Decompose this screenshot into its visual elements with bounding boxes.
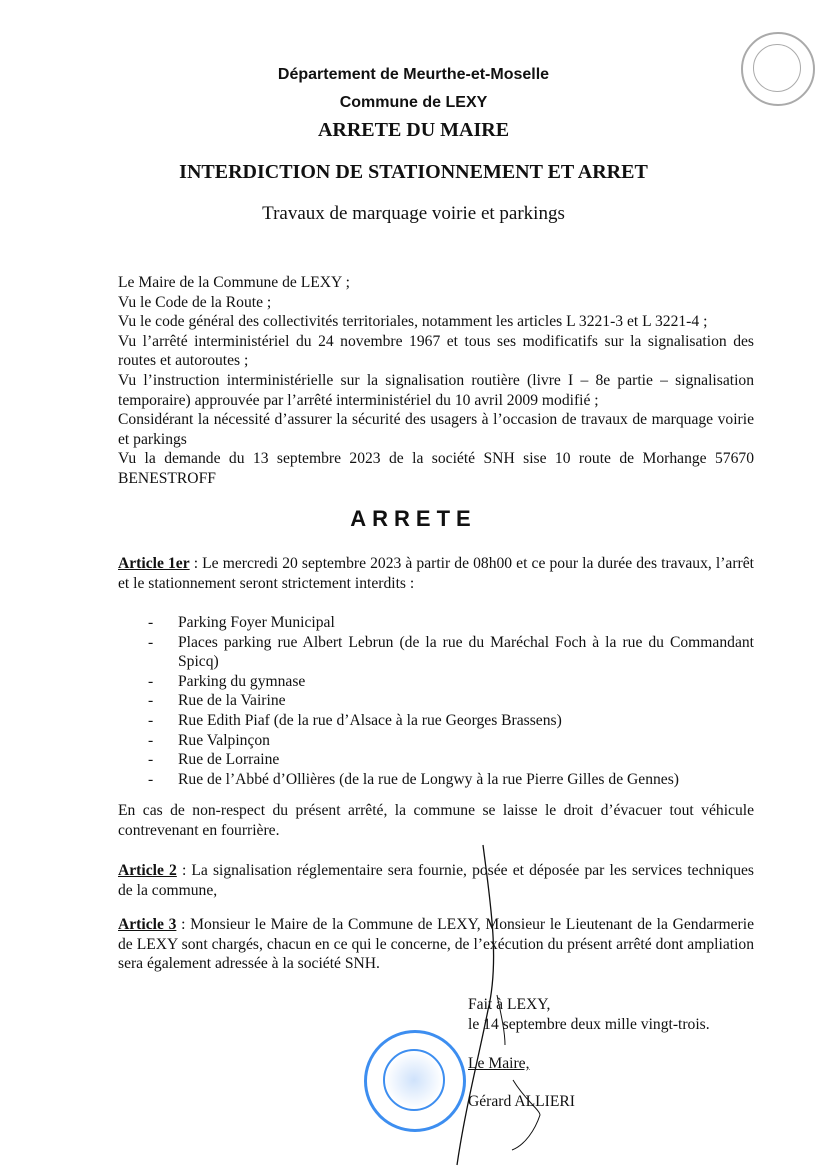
preamble-line: Vu le Code de la Route ;	[118, 293, 272, 311]
commune-heading: Commune de LEXY	[339, 94, 488, 111]
list-item: - Rue Edith Piaf (de la rue d’Alsace à la rue Georges Brassens)	[148, 711, 754, 731]
list-item: - Parking du gymnase	[148, 672, 754, 692]
list-item: - Places parking rue Albert Lebrun (de la rue du Maréchal Foch à la rue du Commandant Spicq)	[148, 633, 754, 672]
subject-heading: INTERDICTION DE STATIONNEMENT ET ARRET	[179, 161, 648, 183]
department-heading: Département de Meurthe-et-Moselle	[277, 66, 550, 83]
list-item: - Rue de Lorraine	[148, 750, 754, 770]
article-3-label: Article 3	[118, 916, 177, 933]
arrete-heading: ARRETE	[350, 506, 477, 531]
article-2-label: Article 2	[118, 862, 177, 879]
preamble-line: Vu le code général des collectivités territoriales, notamment les articles L 3221-3 et L 3221-4 ;	[118, 313, 708, 331]
noncompliance-paragraph: En cas de non-respect du présent arrêté, la commune se laisse le droit d’évacuer tout véhicule contrevenant en fourrière.	[118, 802, 754, 839]
document-title: ARRETE DU MAIRE	[317, 119, 510, 141]
signature-name: Gérard ALLIERI	[468, 1092, 575, 1110]
signature-date: le 14 septembre deux mille vingt-trois.	[468, 1015, 710, 1033]
preamble-line: Le Maire de la Commune de LEXY ;	[118, 274, 350, 291]
list-item: - Rue Valpinçon	[148, 731, 754, 751]
article-2-text: : La signalisation réglementaire sera fournie, posée et déposée par les services techniques de la commune,	[118, 862, 754, 899]
subtitle: Travaux de marquage voirie et parkings	[262, 203, 565, 224]
list-item: - Rue de la Vairine	[148, 691, 754, 711]
list-item: - Rue de l’Abbé d’Ollières (de la rue de Longwy à la rue Pierre Gilles de Gennes)	[148, 770, 754, 790]
preamble-line: Considérant la nécessité d’assurer la sécurité des usagers à l’occasion de travaux de marquage voirie et parkings	[118, 411, 754, 448]
preamble-line: Vu l’instruction interministérielle sur la signalisation routière (livre I – 8e partie – signalisation temporaire) approuvée par l’arrêté interministériel du 10 avril 2009 modifié ;	[118, 371, 754, 409]
signature-role: Le Maire,	[468, 1055, 530, 1073]
list-item: - Parking Foyer Municipal	[148, 613, 754, 633]
signature-place: Fait à LEXY,	[468, 996, 551, 1013]
article-3-text: : Monsieur le Maire de la Commune de LEXY, Monsieur le Lieutenant de la Gendarmerie de LEXY sont chargés, chacun en ce qui le concerne, de l’exécution du présent arrêté dont ampliation sera également adressée à la société SNH.	[118, 916, 755, 973]
preamble-line: Vu la demande du 13 septembre 2023 de la société SNH sise 10 route de Morhange 57670 BENESTROFF	[118, 450, 754, 487]
article-1-label: Article 1er	[118, 555, 190, 572]
preamble-line: Vu l’arrêté interministériel du 24 novembre 1967 et tous ses modificatifs sur la signalisation des routes et autoroutes ;	[118, 332, 754, 370]
article-1-text: : Le mercredi 20 septembre 2023 à partir de 08h00 et ce pour la durée des travaux, l’arrêt et le stationnement seront strictement interdits :	[118, 555, 754, 592]
